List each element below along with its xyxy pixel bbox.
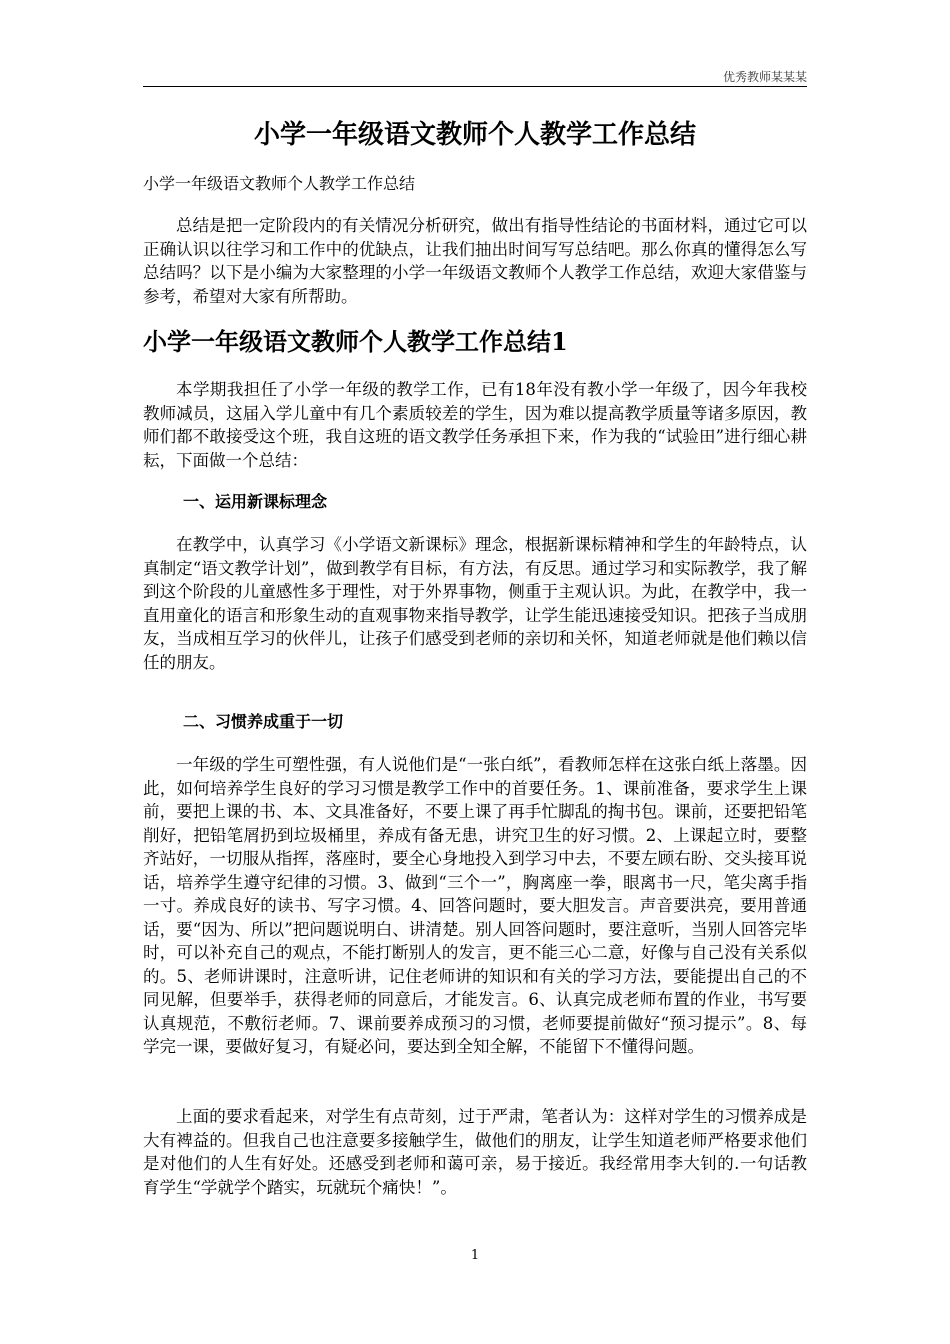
page-number: 1 bbox=[470, 1248, 480, 1263]
document-subtitle: 小学一年级语文教师个人教学工作总结 bbox=[143, 174, 416, 193]
subsection-heading-2: 二、习惯养成重于一切 bbox=[183, 712, 344, 731]
section-heading: 小学一年级语文教师个人教学工作总结1 bbox=[143, 327, 568, 356]
section-paragraph: 本学期我担任了小学一年级的教学工作，已有18年没有教小学一年级了，因今年我校教师减员，这届入学儿童中有几个素质较差的学生，因为难以提高教学质量等诸多原因，教师们都不敢接受这个班，我自这班的语文教学任务承担下来，作为我的“试验田”进行细心耕耘，下面做一个总结： bbox=[143, 380, 807, 470]
subsection-paragraph-3: 上面的要求看起来，对学生有点苛刻，过于严肃，笔者认为：这样对学生的习惯养成是大有裨益的。但我自己也注意要多接触学生，做他们的朋友，让学生知道老师严格要求他们是对他们的人生有好处。还感受到老师和蔼可亲，易于接近。我经常用李大钊的.一句话教育学生“学就学个踏实，玩就玩个痛快！”。 bbox=[143, 1107, 807, 1197]
subsection-heading-1: 一、运用新课标理念 bbox=[183, 492, 328, 511]
intro-paragraph: 总结是把一定阶段内的有关情况分析研究，做出有指导性结论的书面材料，通过它可以正确认识以往学习和工作中的优缺点，让我们抽出时间写写总结吧。那么你真的懂得怎么写总结吗？以下是小编为大家整理的小学一年级语文教师个人教学工作总结，欢迎大家借鉴与参考，希望对大家有所帮助。 bbox=[143, 216, 807, 306]
subsection-paragraph-1: 在教学中，认真学习《小学语文新课标》理念，根据新课标精神和学生的年龄特点，认真制定“语文教学计划”，做到教学有目标，有方法，有反思。通过学习和实际教学，我了解到这个阶段的儿童感性多于理性，对于外界事物，侧重于主观认识。为此，在教学中，我一直用童化的语言和形象生动的直观事物来指导教学，让学生能迅速接受知识。把孩子当成朋友，当成相互学习的伙伴儿，让孩子们感受到老师的亲切和关怀，知道老师就是他们赖以信任的朋友。 bbox=[143, 535, 807, 672]
subsection-paragraph-2: 一年级的学生可塑性强，有人说他们是“一张白纸”，看教师怎样在这张白纸上落墨。因此，如何培养学生良好的学习习惯是教学工作中的首要任务。1、课前准备，要求学生上课前，要把上课的书、本、文具准备好，不要上课了再手忙脚乱的掏书包。课前，还要把铅笔削好，把铅笔屑扔到垃圾桶里，养成有备无患，讲究卫生的好习惯。2、上课起立时，要整齐站好，一切服从指挥，落座时，要全心身地投入到学习中去，不要左顾右盼、交头接耳说话，培养学生遵守纪律的习惯。3、做到“三个一”，胸离座一拳，眼离书一尺，笔尖离手指一寸。养成良好的读书、写字习惯。4、回答问题时，要大胆发言。声音要洪亮，要用普通话，要“因为、所以”把问题说明白、讲清楚。别人回答问题时，要注意听，当别人回答完毕时，可以补充自己的观点，不能打断别人的发言，更不能三心二意，好像与自己没有关系似的。5、老师讲课时，注意听讲，记住老师讲的知识和有关的学习方法，要能提出自己的不同见解，但要举手，获得老师的同意后，才能发言。6、认真完成老师布置的作业，书写要认真规范，不敷衍老师。7、课前要养成预习的习惯，老师要提前做好“预习提示”。8、每学完一课，要做好复习，有疑必问，要达到全知全解，不能留下不懂得问题。 bbox=[143, 755, 807, 1056]
header-divider bbox=[143, 86, 807, 87]
document-title: 小学一年级语文教师个人教学工作总结 bbox=[253, 120, 696, 150]
header-author: 优秀教师某某某 bbox=[722, 70, 807, 84]
